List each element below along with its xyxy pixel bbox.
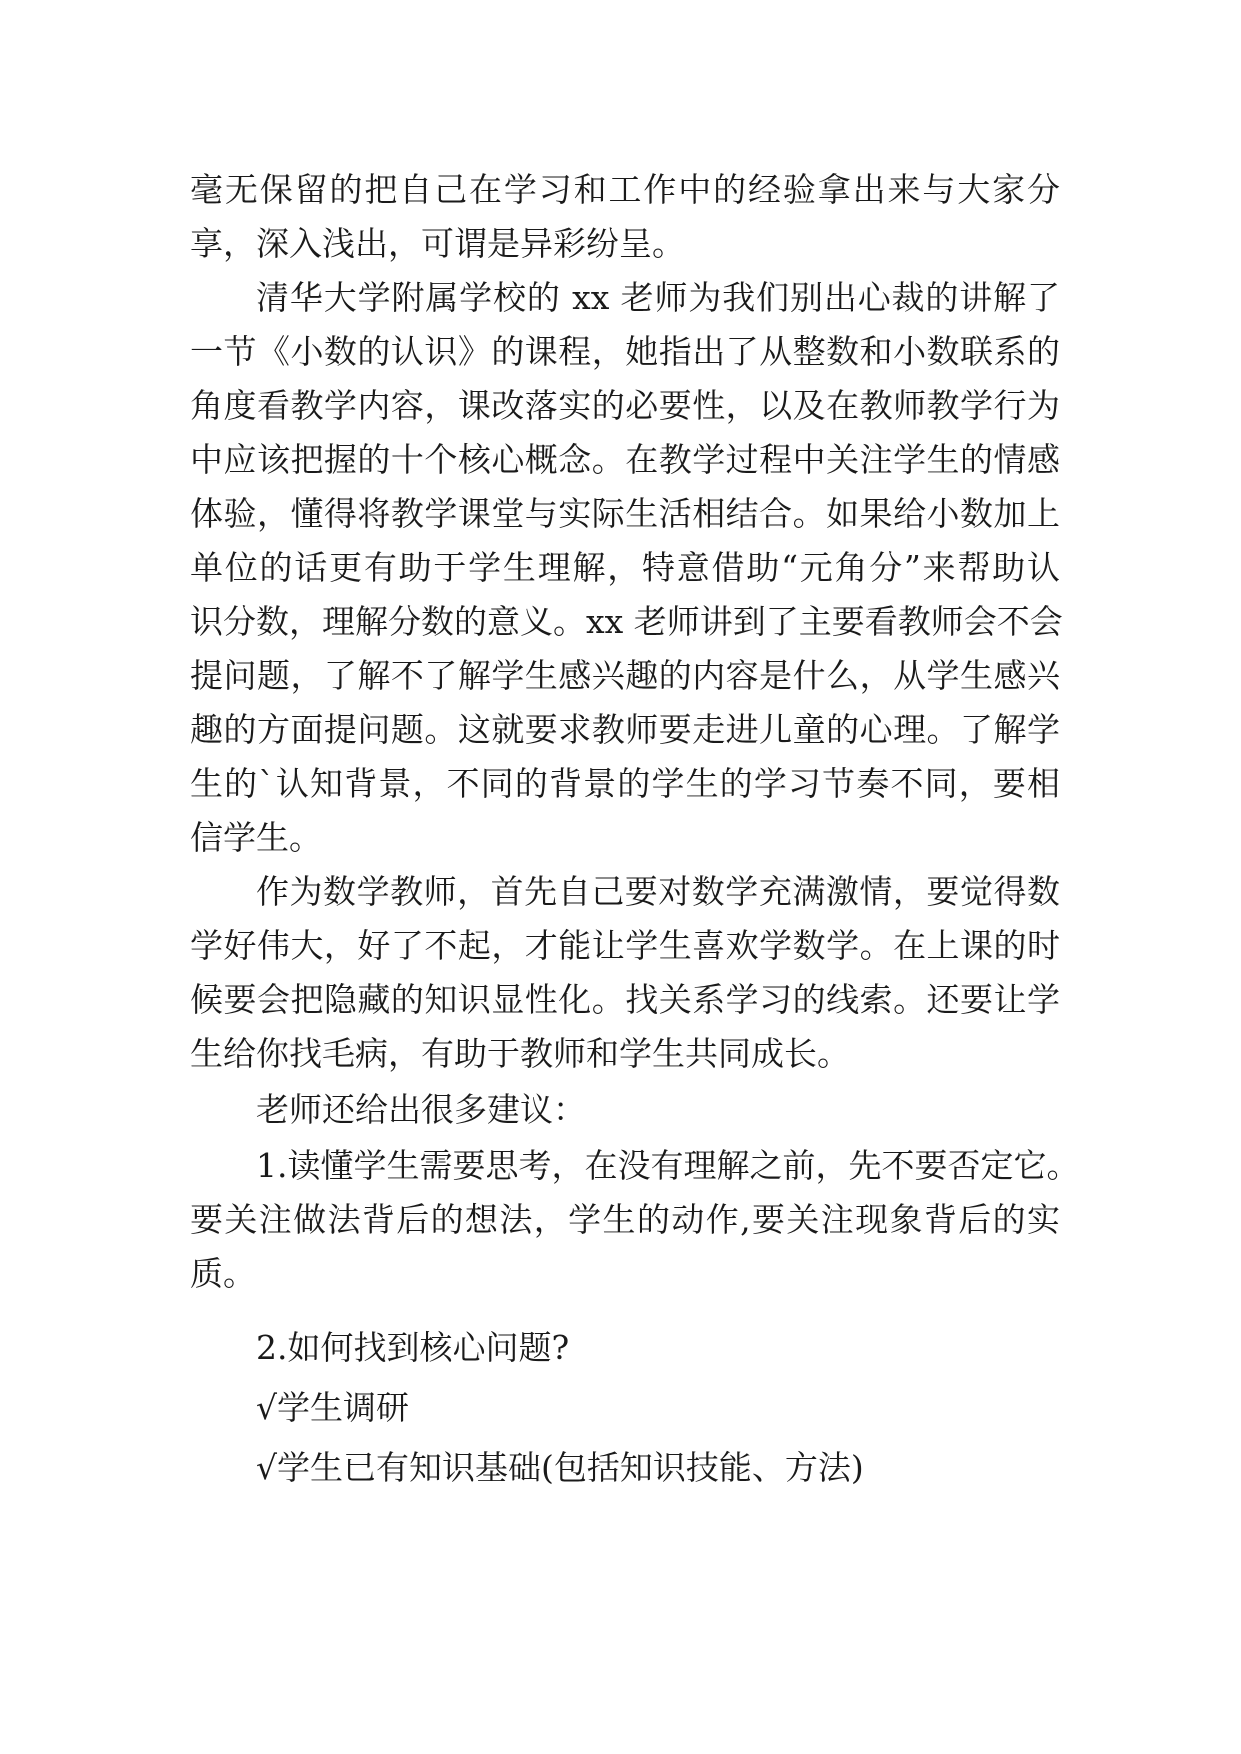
paragraph-line: 生给你找毛病，有助于教师和学生共同成长。 [190,1034,850,1073]
paragraph-line: 识分数，理解分数的意义。xx 老师讲到了主要看教师会不会 [190,602,1063,641]
paragraph-line: 老师还给出很多建议： [256,1090,586,1129]
paragraph-line: 候要会把隐藏的知识显性化。找关系学习的线索。还要让学 [190,980,1060,1019]
paragraph-line: 趣的方面提问题。这就要求教师要走进儿童的心理。了解学 [190,710,1060,749]
paragraph-line: 生的`认知背景，不同的背景的学生的学习节奏不同，要相 [190,764,1060,803]
paragraph-line: 体验，懂得将教学课堂与实际生活相结合。如果给小数加上 [190,494,1060,533]
list-item-line: 1.读懂学生需要思考，在没有理解之前，先不要否定它。 [256,1146,1080,1185]
paragraph-line: 毫无保留的把自己在学习和工作中的经验拿出来与大家分 [190,170,1060,209]
paragraph-line: 中应该把握的十个核心概念。在教学过程中关注学生的情感 [190,440,1060,479]
paragraph-line: 作为数学教师，首先自己要对数学充满激情，要觉得数 [256,872,1060,911]
checklist-item: √学生调研 [256,1388,410,1427]
list-item-line: 质。 [190,1254,256,1293]
paragraph-line: 提问题，了解不了解学生感兴趣的内容是什么，从学生感兴 [190,656,1060,695]
checklist-item: √学生已有知识基础(包括知识技能、方法) [256,1448,864,1487]
paragraph-line: 角度看教学内容，课改落实的必要性，以及在教师教学行为 [190,386,1060,425]
paragraph-line: 享，深入浅出，可谓是异彩纷呈。 [190,224,685,263]
paragraph-line: 一节《小数的认识》的课程，她指出了从整数和小数联系的 [190,332,1060,371]
list-item-line: 2.如何找到核心问题? [256,1328,570,1367]
paragraph-line: 单位的话更有助于学生理解，特意借助“元角分”来帮助认 [190,548,1060,587]
paragraph-line: 信学生。 [190,818,322,857]
list-item-line: 要关注做法背后的想法，学生的动作,要关注现象背后的实 [190,1200,1060,1239]
paragraph-line: 学好伟大，好了不起，才能让学生喜欢学数学。在上课的时 [190,926,1060,965]
paragraph-line: 清华大学附属学校的 xx 老师为我们别出心裁的讲解了 [256,278,1060,317]
